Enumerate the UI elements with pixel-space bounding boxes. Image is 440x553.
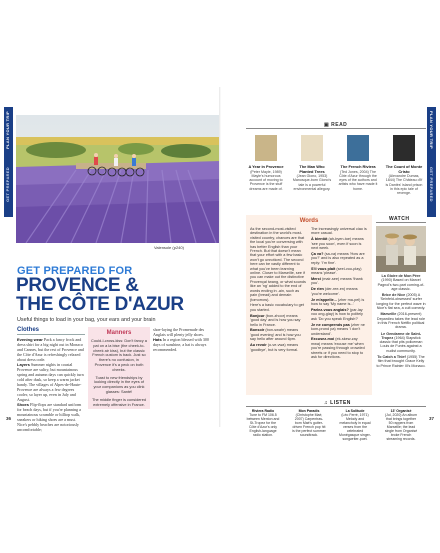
listen-item: Mon Paradis (Christophe Maé, 2007) Carpentras-born Maé's gutter-driven French pop hit is the perfect summer soundtrack. bbox=[292, 409, 326, 437]
clothes-column bbox=[17, 327, 85, 432]
book-title: The Count of Monte Cristo bbox=[385, 164, 423, 174]
kicker-title: GET PREPARED FOR bbox=[17, 265, 133, 277]
book-list bbox=[246, 135, 426, 211]
watch-heading: WATCH bbox=[376, 215, 426, 223]
lavender-field-photo bbox=[16, 115, 220, 243]
words-entry: Bonsoir (bon-swahr) means 'good evening' and is how you say hello after around 6pm. bbox=[250, 328, 301, 342]
words-heading: Words bbox=[299, 218, 319, 224]
book-cover bbox=[393, 135, 415, 161]
book-desc: (Alexandre Dumas, 1844) The Château d'If is Dantès' island prison in this epic tale of revenge. bbox=[385, 174, 423, 196]
book-desc: (Jean Giono, 1953) Manosque-born Giono's tale is a powerful environmental allegory. bbox=[292, 174, 332, 192]
tab-label: PLAN YOUR TRIP bbox=[429, 111, 434, 149]
listen-heading bbox=[246, 399, 426, 407]
book-desc: (Peter Mayle, 1989) Mayle's humorous account of moving to Provence is the stuff dreams are made of. bbox=[249, 169, 283, 191]
manners-tip: Toast to new friendships by looking directly in the eyes of your companions as you clink glasses: Santé! bbox=[93, 374, 145, 394]
film-entry: Brice de Nice (2005) A 'Seinfeld-obsessed' surfer longing for the perfect wave in Nice's flat sea, a cult comedy. bbox=[376, 293, 426, 311]
book-item bbox=[246, 135, 286, 191]
book-desc: (Ted Jones, 2004) The Côte d'Azur through the eyes of the authors and artists who have made it home. bbox=[338, 169, 378, 191]
words-column-2 bbox=[311, 227, 367, 361]
words-entry: Je ne comprends pas (zher ne kom-prond pa) means 'I don't understand'. bbox=[311, 322, 365, 336]
film-still-image bbox=[376, 226, 426, 272]
words-column-1 bbox=[250, 227, 306, 353]
words-entry: Parlez-vous anglais? (par-lay voo ong-glay) is how to politely ask 'Do you speak English?' bbox=[311, 308, 363, 321]
clothes-item-evening: Evening wear Pack a fancy frock and dress shirt for a big night out in Monaco and Cannes, but the rest of Provence and the Côte d'Azur is refreshingly relaxed about dress code. bbox=[17, 337, 84, 362]
words-entry: Ça va? (sa-va) means 'How are you?' and is also repeated as a reply: 'I'm fine'. bbox=[311, 252, 365, 265]
photo-caption: Valensole (p240) bbox=[154, 245, 184, 250]
watch-section bbox=[376, 215, 426, 395]
shoes-continued: shoe-laying the Promenade des Anglais will plenty jelly shoes. bbox=[153, 327, 205, 337]
clothes-item-hats: Hats In a region blessed with 300 days of sunshine, a hat is always recommended. bbox=[153, 337, 209, 352]
words-entry: De rien (der-ree-en) means 'you're welcome'. bbox=[311, 287, 358, 296]
page-number-left: 36 bbox=[6, 416, 12, 421]
clothes-item-layers: Layers Summer nights in coastal Provence are sultry, but mountainous spring and autumn days can quickly turn cold after dusk, so keep a warm jacket handy. The villages of Alpes-de-Haute-Provence are always a few degrees cooler, so layer up, even in July and August. bbox=[17, 362, 84, 402]
words-box bbox=[246, 215, 372, 395]
left-page bbox=[4, 87, 220, 432]
hats-column bbox=[153, 327, 215, 352]
listen-item: 13' Organisé (Jul, 2020) An album that brings together 50 rappers from Marseille; the lead single from Organisé broke French streaming records. bbox=[384, 409, 418, 441]
headline-line1: PROVENCE & bbox=[16, 275, 139, 296]
words-entry: Bonjour (bon-zhoor) means 'good day' and is how you say hello in France. bbox=[250, 313, 301, 327]
read-label: ▣ READ bbox=[324, 122, 348, 128]
film-still-photo bbox=[376, 226, 426, 272]
tab-label: PLAN YOUR TRIP bbox=[5, 111, 10, 149]
intro-text: Useful things to load in your bag, your ears and your brain bbox=[17, 317, 156, 323]
cyclists-lavender-image bbox=[16, 115, 220, 243]
book-title: A Year in Provence bbox=[248, 164, 284, 169]
listen-label: ♫ LISTEN bbox=[324, 400, 351, 406]
book-item bbox=[338, 135, 378, 191]
manners-heading: Manners bbox=[106, 330, 132, 336]
film-entry: To Catch a Thief (1955) The film that brought Grace Kelly to Prince Rainier III's Monaco. bbox=[376, 355, 426, 368]
film-entry: Marseille (2016-present) Depardieu takes the lead role in this French Netflix political drama. bbox=[376, 312, 426, 330]
page-number-right: 37 bbox=[428, 416, 434, 421]
book-cover bbox=[301, 135, 323, 161]
manners-box bbox=[88, 327, 150, 409]
words-entry: Excusez-moi (ek-skew-zay mwa) means 'excuse me' when you're passing through crowded streets or if you need to stop to ask for directions. bbox=[311, 337, 365, 360]
words-entry: À bientôt (ah-byen-toe) means 'see you soon', even if soon is next week. bbox=[311, 237, 364, 251]
words-entry: As the second-most-visited destination in the world's most-visited country, chances are that the local you're conversing with has better English than your French. But that doesn't mean that your effort with a few basic won't go unnoticed. The second here can be vastly different to what you've been learning online. Closer to Marseille, see if you can make out the distinctive Provençal twang, or what sounds like an 'ng' added to the end of words ending in -ain, such as pain (bread) and demain (tomorrow). bbox=[250, 227, 306, 302]
headline-line2: THE CÔTE D'AZUR bbox=[16, 294, 184, 315]
film-entry: La Gloire de Mon Père (1990) Based on Marcel Pagnol's two-part coming-of-age classic. bbox=[377, 274, 425, 291]
tab-section: GET PREPARED bbox=[429, 167, 434, 202]
words-entry: Merci (mair-see) means 'thank you'. bbox=[311, 277, 363, 286]
listen-list bbox=[246, 409, 430, 441]
words-entry: Au revoir (o-ve-vwa) means 'goodbye', but is very formal. bbox=[250, 343, 299, 352]
clothes-item-shoes: Shoes Flip-flops are standard uniform for beach days, but if you're planning a mountainous scramble or hilltop walk, sneakers or hiking shoes are a must. Nice's pebbly beaches are notoriously uncomfortable; bbox=[17, 402, 82, 432]
book-title: The Man Who Planted Trees bbox=[299, 164, 325, 174]
book-item bbox=[292, 135, 332, 191]
words-entry: The increasingly universal ciao is more casual. bbox=[311, 227, 367, 236]
right-page bbox=[220, 87, 436, 441]
manners-tip: Could-I-cross-kiss: Don't fancy a pat on a la bise (the cheek-to-cheek air kiss), but the classic French custom is back. Just so there's no confusion, in Provence it's a peck on both cheeks. bbox=[91, 338, 147, 372]
words-entry: Here's a basic vocabulary to get you started. bbox=[250, 303, 304, 312]
book-cover bbox=[347, 135, 369, 161]
magazine-spread bbox=[4, 87, 436, 441]
clothes-heading: Clothes bbox=[17, 327, 85, 335]
listen-item: La Solitude (Léo Ferré, 1971) Melody and melancholy in equal verses from the celebrated Monégasque singer-songwriter-poet. bbox=[339, 409, 371, 441]
listen-item: Riviera Radio Tune to FM 106.5 between Menton and St-Tropez for the Côte d'Azur's only English-language radio station. bbox=[246, 409, 280, 437]
section-tab bbox=[4, 107, 13, 217]
book-item bbox=[384, 135, 424, 196]
section-tab bbox=[427, 107, 436, 217]
book-cover bbox=[255, 135, 277, 161]
words-entry: S'il vous plaît (seel-voo-play) means 'please'. bbox=[311, 266, 362, 276]
book-title: The French Riviera bbox=[340, 164, 376, 169]
tab-section: GET PREPARED bbox=[5, 167, 10, 202]
manners-tip: The middle finger is considered extremely offensive in France. bbox=[91, 396, 147, 407]
film-entry: Le Gendarme de Saint-Tropez (1964) Slapstick classic that pits policeman Louis de Funès against a nudist community. bbox=[379, 331, 423, 353]
read-heading bbox=[246, 121, 426, 129]
words-entry: Je m'appelle... (zher ma-pel) is how to say 'My name is...' bbox=[311, 297, 365, 307]
